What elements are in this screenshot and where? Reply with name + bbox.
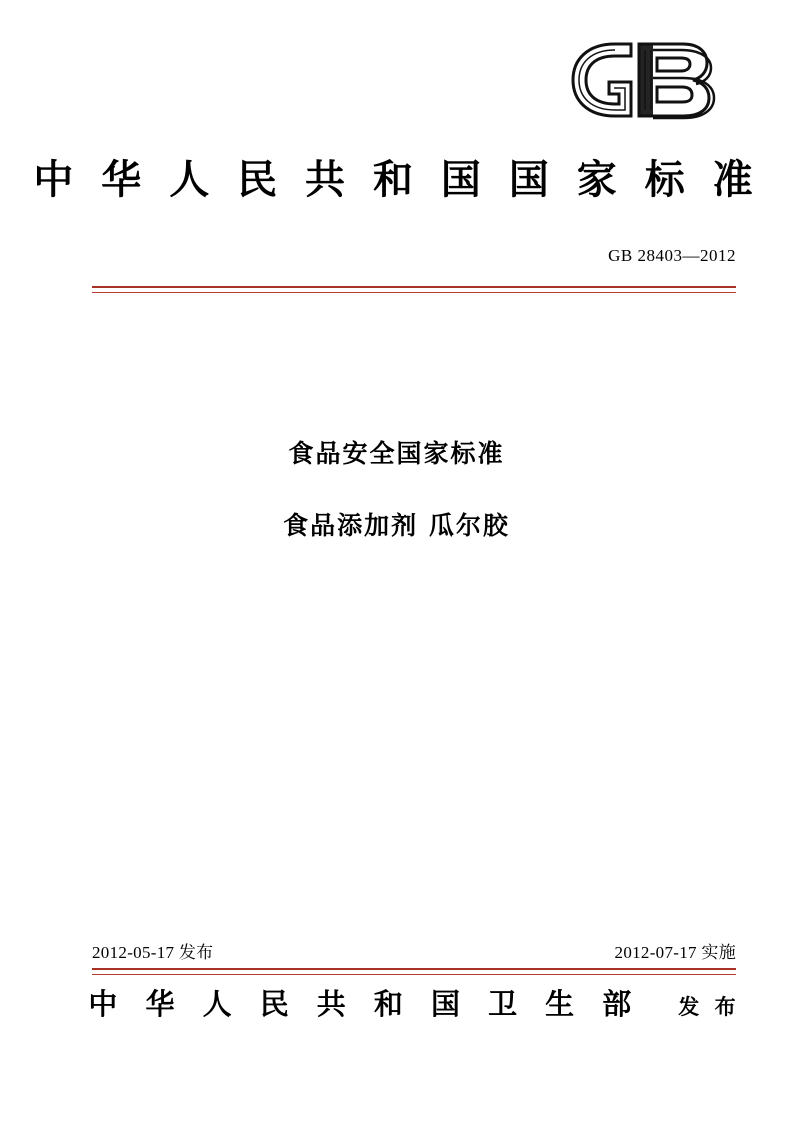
page-subtitle: 食品添加剂 瓜尔胶 (283, 510, 510, 540)
implement-date: 2012-07-17 实施 (614, 943, 736, 962)
divider-top-thick (92, 286, 736, 288)
gb-emblem-logo (553, 30, 733, 130)
dates-row (92, 938, 736, 963)
divider-bottom-thin (92, 974, 736, 975)
divider-bottom-thick (92, 968, 736, 970)
national-standard-title: 中 华 人 民 共 和 国 国 家 标 准 (33, 157, 760, 203)
page-title: 食品安全国家标准 (288, 439, 505, 468)
publish-date: 2012-05-17 发布 (92, 943, 214, 962)
issuer-name: 中 华 人 民 共 和 国 卫 生 部 (88, 987, 641, 1021)
issuer-row (88, 982, 740, 1023)
divider-top-thin (92, 292, 736, 293)
document-title-block (0, 440, 793, 542)
standard-number: GB 28403—2012 (608, 246, 736, 265)
issue-verb: 发 布 (678, 995, 740, 1019)
